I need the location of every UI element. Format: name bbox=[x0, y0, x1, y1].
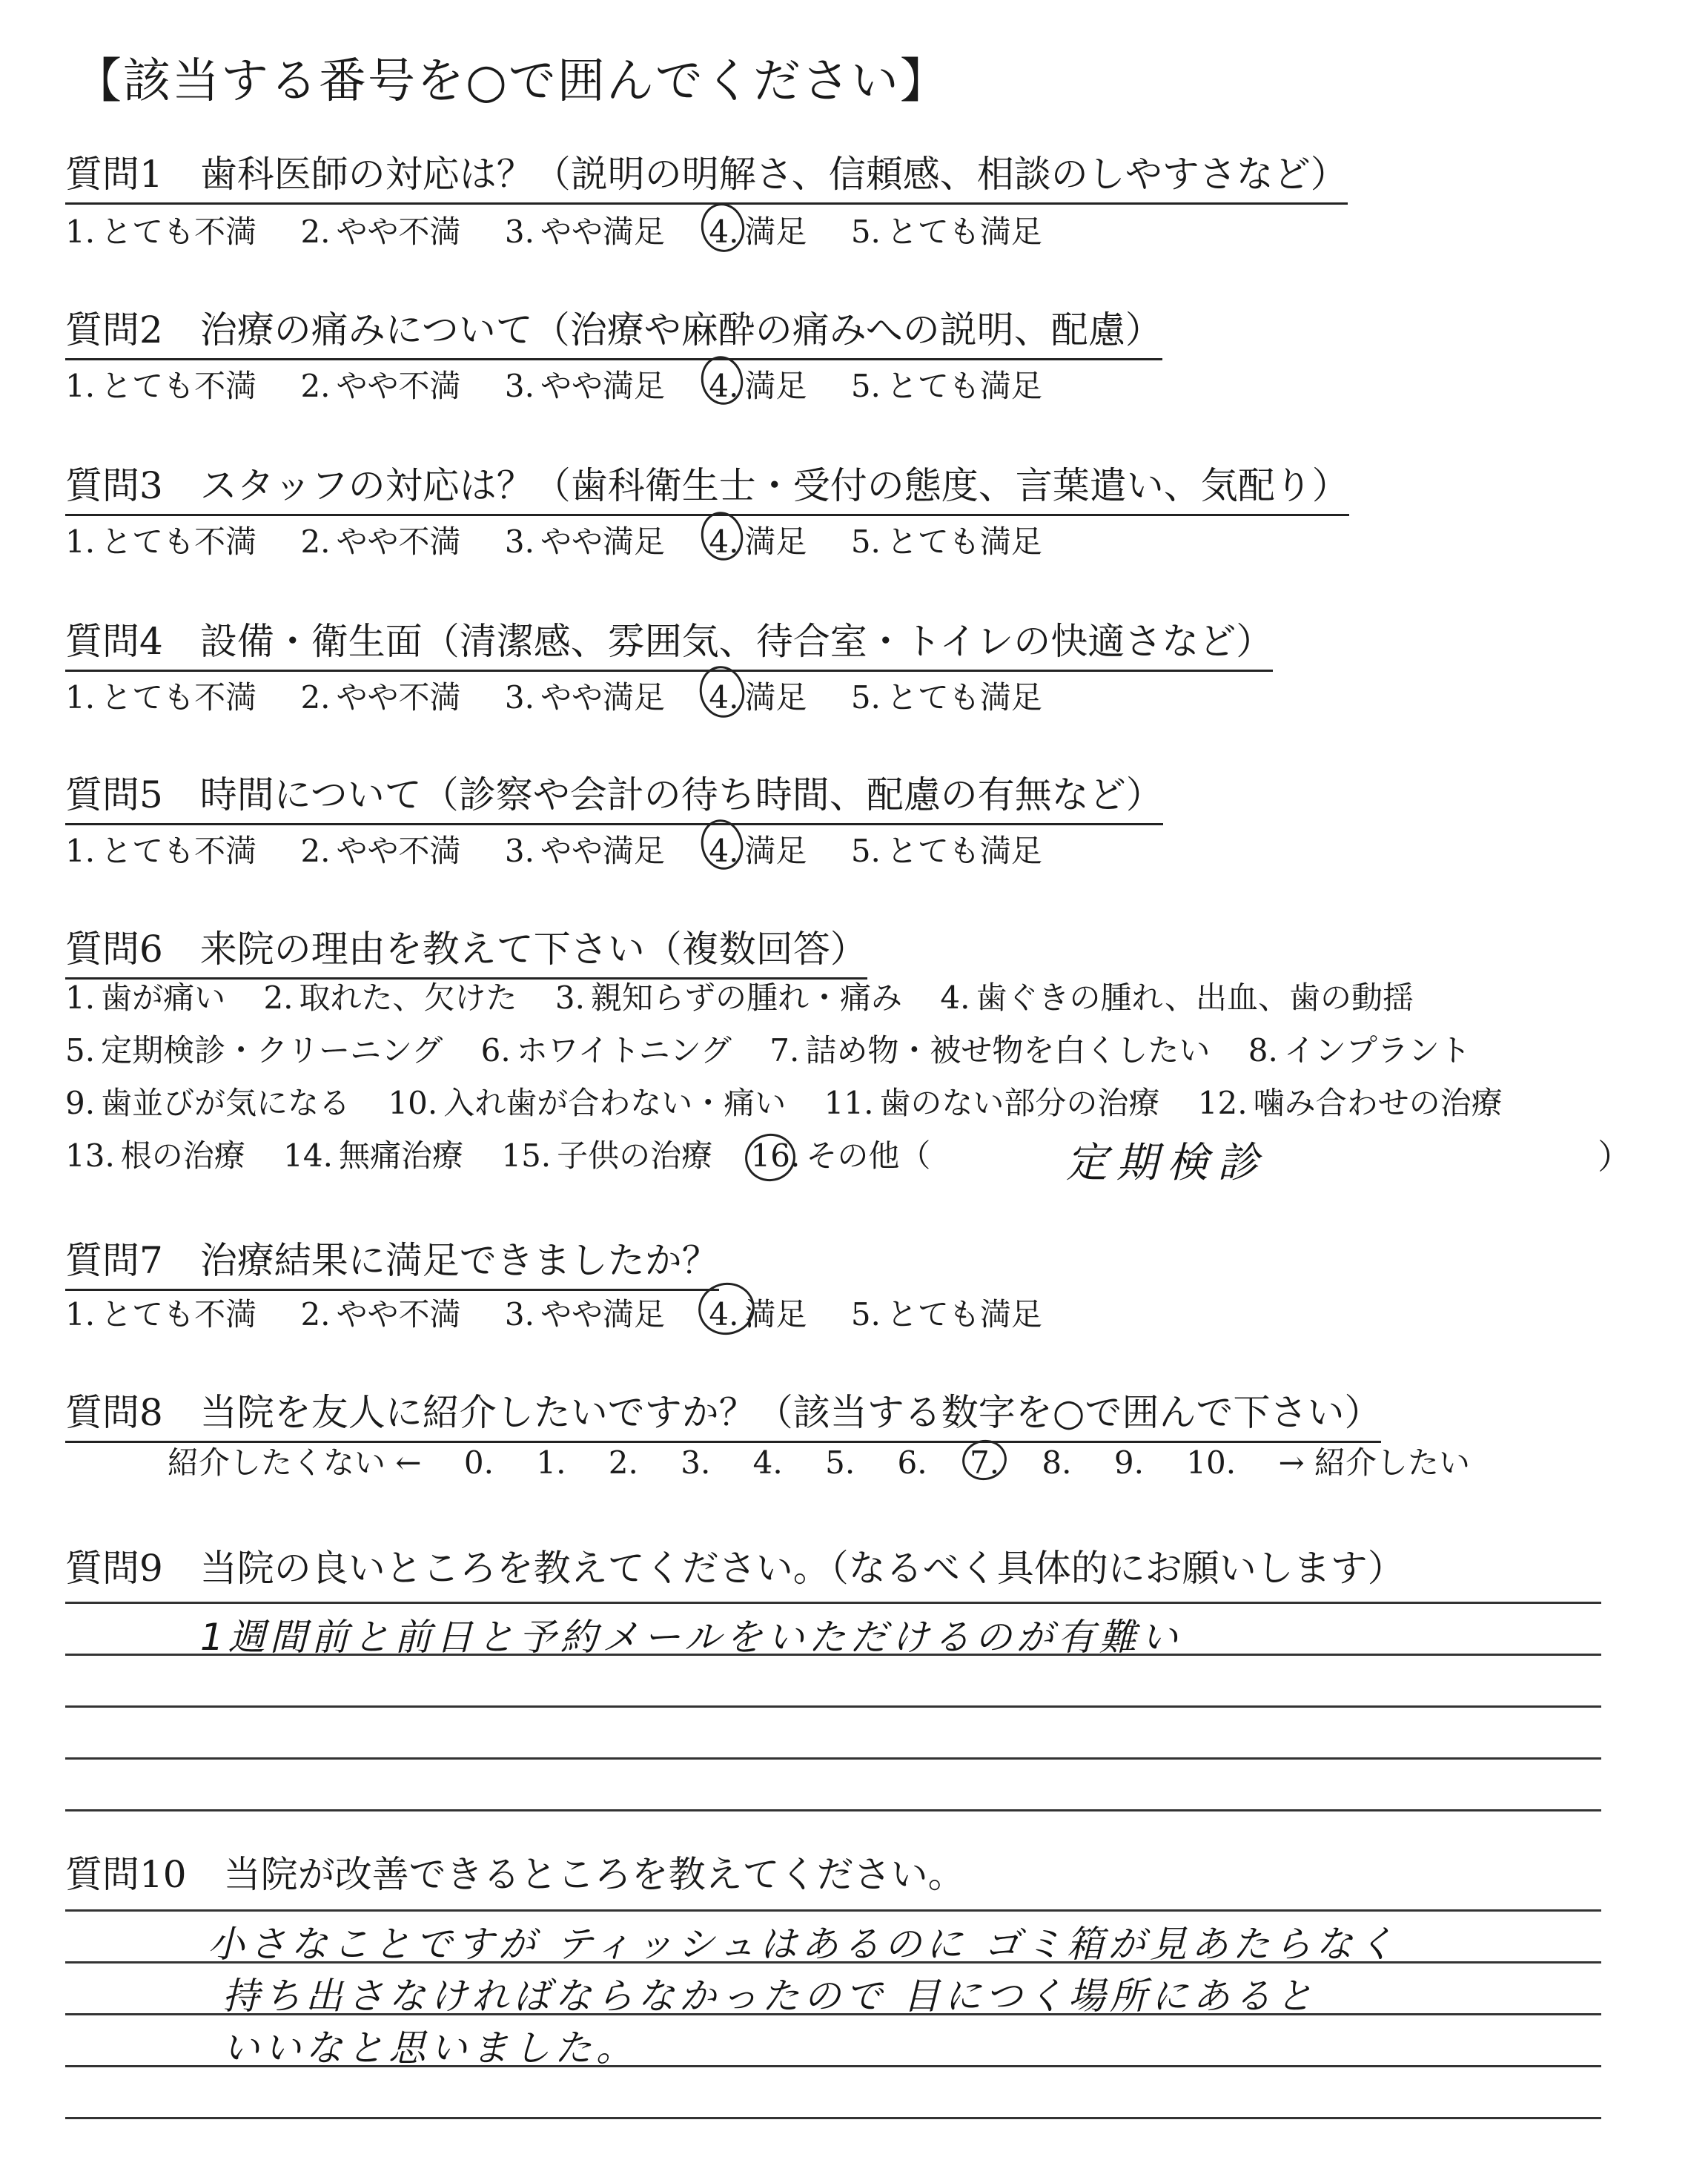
option-text: やや満足 bbox=[540, 679, 665, 716]
option-text: やや不満 bbox=[336, 524, 461, 560]
option-text: やや満足 bbox=[540, 214, 665, 250]
q3-option-1[interactable] bbox=[65, 518, 256, 562]
q3-option-4[interactable] bbox=[709, 518, 807, 562]
answer-line bbox=[65, 1654, 1601, 1656]
q3-option-2[interactable] bbox=[300, 518, 460, 562]
question-4-heading: 質問4 設備・衛生面（清潔感、雰囲気、待合室・トイレの快適さなど） bbox=[65, 612, 1273, 672]
option-text: とても満足 bbox=[886, 214, 1042, 250]
option-number: 1. bbox=[65, 980, 96, 1016]
q5-option-1[interactable] bbox=[65, 827, 256, 871]
option-number: 4. bbox=[709, 524, 739, 560]
option-number: 5. bbox=[850, 1296, 881, 1332]
other-reason-handwriting: 定期検診 bbox=[1066, 1139, 1268, 1187]
option-text: とても満足 bbox=[886, 524, 1042, 560]
q3-option-5[interactable] bbox=[851, 518, 1042, 562]
option-number: 1. bbox=[65, 1296, 96, 1332]
answer-line bbox=[65, 2013, 1601, 2015]
q5-option-3[interactable] bbox=[505, 827, 665, 871]
reason-option-9[interactable] bbox=[65, 1077, 350, 1129]
option-number: 4. bbox=[940, 980, 970, 1016]
option-number: 2. bbox=[263, 980, 294, 1016]
scale-option-2[interactable]: 2. bbox=[608, 1444, 638, 1481]
option-text: やや不満 bbox=[336, 833, 461, 869]
option-text: とても不満 bbox=[101, 1296, 257, 1332]
answer-line bbox=[65, 1961, 1601, 1964]
option-text: とても不満 bbox=[101, 368, 257, 404]
reason-option-5[interactable] bbox=[65, 1024, 443, 1077]
option-text: とても満足 bbox=[886, 833, 1042, 869]
option-text: とても不満 bbox=[101, 524, 257, 560]
question-5-heading: 質問5 時間について（診察や会計の待ち時間、配慮の有無など） bbox=[65, 765, 1163, 825]
reason-row bbox=[65, 1024, 1531, 1077]
option-text: ホワイトニング bbox=[516, 1032, 732, 1069]
reason-option-3[interactable] bbox=[555, 971, 902, 1024]
option-text: やや満足 bbox=[540, 524, 665, 560]
question-3-options bbox=[65, 518, 1076, 562]
q4-option-2[interactable] bbox=[300, 673, 460, 718]
reason-row bbox=[65, 1129, 1531, 1182]
option-text: 満足 bbox=[744, 833, 807, 869]
q7-option-2[interactable] bbox=[300, 1290, 460, 1335]
answer-line bbox=[65, 1602, 1601, 1604]
option-text: 満足 bbox=[744, 679, 807, 716]
option-number: 5. bbox=[850, 524, 881, 560]
option-number: 3. bbox=[504, 214, 534, 250]
reason-option-10[interactable] bbox=[388, 1077, 786, 1129]
option-text: やや満足 bbox=[540, 368, 665, 404]
option-text: 満足 bbox=[744, 214, 807, 250]
question-4-options bbox=[65, 673, 1076, 718]
question-10-answer-line-2[interactable]: 持ち出さなければならなかったので 目につく場所にあると bbox=[222, 1975, 1317, 2018]
question-10-answer-line-1[interactable]: 小さなことですが ティッシュはあるのに ゴミ箱が見あたらなく bbox=[208, 1923, 1399, 1966]
option-text: その他（ bbox=[806, 1137, 931, 1174]
question-7-heading: 質問7 治療結果に満足できましたか？ bbox=[65, 1231, 719, 1291]
option-number: 13. bbox=[65, 1137, 115, 1174]
option-text: 噛み合わせの治療 bbox=[1253, 1085, 1503, 1121]
option-text: 歯が痛い bbox=[101, 980, 226, 1016]
option-number: 1. bbox=[65, 214, 96, 250]
question-7-options bbox=[65, 1290, 1076, 1335]
question-1-options bbox=[65, 208, 1076, 252]
answer-line bbox=[65, 1757, 1601, 1760]
q7-option-1[interactable] bbox=[65, 1290, 256, 1335]
option-number: 1. bbox=[65, 368, 96, 404]
q2-option-3[interactable] bbox=[505, 362, 665, 406]
question-8-heading: 質問8 当院を友人に紹介したいですか？（該当する数字を○で囲んで下さい） bbox=[65, 1383, 1381, 1443]
page-title: 【該当する番号を○で囲んでください】 bbox=[74, 54, 949, 109]
reason-option-8[interactable] bbox=[1248, 1024, 1471, 1077]
option-number: 9. bbox=[65, 1085, 96, 1121]
question-10-answer-line-3[interactable]: いいなと思いました。 bbox=[222, 2027, 638, 2070]
reason-option-15[interactable] bbox=[501, 1129, 712, 1182]
q1-option-3[interactable] bbox=[505, 208, 665, 252]
option-text: 満足 bbox=[744, 368, 807, 404]
option-text: とても不満 bbox=[101, 679, 257, 716]
scale-option-6[interactable]: 6. bbox=[897, 1444, 927, 1481]
option-text: とても不満 bbox=[101, 833, 257, 869]
option-text: 子供の治療 bbox=[557, 1137, 713, 1174]
q5-option-4[interactable] bbox=[709, 827, 807, 871]
option-number: 7. bbox=[769, 1032, 800, 1069]
question-2-heading: 質問2 治療の痛みについて（治療や麻酔の痛みへの説明、配慮） bbox=[65, 300, 1162, 360]
option-text: とても満足 bbox=[886, 368, 1042, 404]
scale-option-7[interactable] bbox=[970, 1444, 999, 1481]
reason-option-6[interactable] bbox=[481, 1024, 732, 1077]
option-number: 2. bbox=[300, 833, 331, 869]
option-number: 3. bbox=[504, 368, 534, 404]
option-text: 取れた、欠けた bbox=[299, 980, 517, 1016]
option-number: 12. bbox=[1197, 1085, 1248, 1121]
option-text: やや不満 bbox=[336, 214, 461, 250]
question-3-heading: 質問3 スタッフの対応は？（歯科衛生士・受付の態度、言葉遣い、気配り） bbox=[65, 456, 1349, 516]
q1-option-4[interactable] bbox=[709, 208, 807, 252]
option-number: 1. bbox=[65, 679, 96, 716]
option-number: 3. bbox=[504, 833, 534, 869]
option-number: 14. bbox=[283, 1137, 333, 1174]
option-text: とても満足 bbox=[886, 679, 1042, 716]
q7-option-3[interactable] bbox=[505, 1290, 665, 1335]
option-number: 5. bbox=[65, 1032, 96, 1069]
option-text: 満足 bbox=[744, 524, 807, 560]
option-number: 15. bbox=[501, 1137, 552, 1174]
option-number: 5. bbox=[850, 214, 881, 250]
scale-option-9[interactable]: 9. bbox=[1113, 1444, 1144, 1481]
scale-left-label: 紹介したくない ← bbox=[168, 1444, 422, 1481]
question-1-heading: 質問1 歯科医師の対応は？（説明の明解さ、信頼感、相談のしやすさなど） bbox=[65, 145, 1348, 205]
option-text: やや不満 bbox=[336, 1296, 461, 1332]
question-5-options bbox=[65, 827, 1076, 871]
reason-option-14[interactable] bbox=[283, 1129, 463, 1182]
q2-option-1[interactable] bbox=[65, 362, 256, 406]
answer-line bbox=[65, 2117, 1601, 2119]
option-text: やや不満 bbox=[336, 368, 461, 404]
reason-option-1[interactable] bbox=[65, 971, 225, 1024]
option-text: とても不満 bbox=[101, 214, 257, 250]
option-number: 3. bbox=[555, 980, 585, 1016]
answer-line bbox=[65, 1809, 1601, 1811]
scale-option-3[interactable]: 3. bbox=[681, 1444, 711, 1481]
question-9-answer[interactable]: 1週間前と前日と予約メールをいただけるのが有難い bbox=[200, 1616, 1182, 1659]
option-text: とても満足 bbox=[886, 1296, 1042, 1332]
option-text: 親知らずの腫れ・痛み bbox=[590, 980, 902, 1016]
scale-option-5[interactable]: 5. bbox=[825, 1444, 855, 1481]
reason-option-2[interactable] bbox=[263, 971, 517, 1024]
q1-option-2[interactable] bbox=[300, 208, 460, 252]
option-number: 5. bbox=[850, 833, 881, 869]
option-number: 5. bbox=[850, 679, 881, 716]
option-number: 2. bbox=[300, 1296, 331, 1332]
q4-option-3[interactable] bbox=[505, 673, 665, 718]
reason-row bbox=[65, 1077, 1531, 1129]
option-number: 1. bbox=[65, 524, 96, 560]
recommend-scale bbox=[168, 1439, 1503, 1483]
option-number: 4. bbox=[709, 679, 739, 716]
q2-option-5[interactable] bbox=[851, 362, 1042, 406]
q4-option-5[interactable] bbox=[851, 673, 1042, 718]
question-10-heading: 質問10 当院が改善できるところを教えてください。 bbox=[65, 1853, 965, 1896]
answer-line bbox=[65, 2065, 1601, 2067]
option-number: 2. bbox=[300, 214, 331, 250]
option-number: 3. bbox=[504, 524, 534, 560]
option-text: やや満足 bbox=[540, 833, 665, 869]
reason-option-13[interactable] bbox=[65, 1129, 245, 1182]
scale-option-1[interactable]: 1. bbox=[536, 1444, 566, 1481]
option-number: 4. bbox=[709, 214, 739, 250]
option-number: 1. bbox=[65, 833, 96, 869]
reason-row bbox=[65, 971, 1531, 1024]
option-text: 歯ぐきの腫れ、出血、歯の動揺 bbox=[976, 980, 1414, 1016]
option-number: 3. bbox=[504, 679, 534, 716]
option-number: 2. bbox=[300, 368, 331, 404]
option-number: 4. bbox=[709, 1296, 739, 1332]
option-text: 満足 bbox=[744, 1296, 807, 1332]
reason-option-4[interactable] bbox=[940, 971, 1414, 1024]
answer-line bbox=[65, 1705, 1601, 1708]
question-6-reasons bbox=[65, 971, 1531, 1182]
option-number: 11. bbox=[824, 1085, 874, 1121]
scale-option-4[interactable]: 4. bbox=[752, 1444, 783, 1481]
scale-option-text: 7. bbox=[969, 1444, 1000, 1481]
q5-option-2[interactable] bbox=[300, 827, 460, 871]
scale-option-0[interactable]: 0. bbox=[463, 1444, 494, 1481]
option-text: 定期検診・クリーニング bbox=[101, 1032, 443, 1069]
question-2-options bbox=[65, 362, 1076, 406]
option-text: やや不満 bbox=[336, 679, 461, 716]
option-number: 16. bbox=[750, 1137, 801, 1174]
reason-option-12[interactable] bbox=[1198, 1077, 1503, 1129]
reason-option-7[interactable] bbox=[769, 1024, 1210, 1077]
q3-option-3[interactable] bbox=[505, 518, 665, 562]
scale-right-label: → 紹介したい bbox=[1278, 1444, 1470, 1481]
option-text: 無痛治療 bbox=[338, 1137, 463, 1174]
question-6-heading: 質問6 来院の理由を教えて下さい（複数回答） bbox=[65, 919, 867, 980]
q2-option-2[interactable] bbox=[300, 362, 460, 406]
reason-option-16[interactable] bbox=[751, 1129, 931, 1182]
option-number: 10. bbox=[388, 1085, 438, 1121]
option-number: 6. bbox=[480, 1032, 511, 1069]
option-text: 根の治療 bbox=[120, 1137, 245, 1174]
option-number: 2. bbox=[300, 679, 331, 716]
reason-option-11[interactable] bbox=[824, 1077, 1160, 1129]
scale-option-8[interactable]: 8. bbox=[1042, 1444, 1072, 1481]
q7-option-5[interactable] bbox=[851, 1290, 1042, 1335]
option-text: 入れ歯が合わない・痛い bbox=[443, 1085, 787, 1121]
option-number: 4. bbox=[709, 368, 739, 404]
option-number: 2. bbox=[300, 524, 331, 560]
option-text: 詰め物・被せ物を白くしたい bbox=[805, 1032, 1211, 1069]
option-text: 歯のない部分の治療 bbox=[879, 1085, 1160, 1121]
option-text: インプラント bbox=[1283, 1032, 1471, 1069]
question-9-heading: 質問9 当院の良いところを教えてください。（なるべく具体的にお願いします） bbox=[65, 1547, 1405, 1590]
answer-line bbox=[65, 1909, 1601, 1912]
q1-option-5[interactable] bbox=[851, 208, 1042, 252]
q5-option-5[interactable] bbox=[851, 827, 1042, 871]
other-paren-close: ） bbox=[1598, 1137, 1632, 1177]
q4-option-4[interactable] bbox=[709, 673, 807, 718]
scale-option-10[interactable]: 10. bbox=[1186, 1444, 1237, 1481]
option-number: 4. bbox=[709, 833, 739, 869]
option-text: やや満足 bbox=[540, 1296, 665, 1332]
q4-option-1[interactable] bbox=[65, 673, 256, 718]
q1-option-1[interactable] bbox=[65, 208, 256, 252]
option-number: 3. bbox=[504, 1296, 534, 1332]
option-text: 歯並びが気になる bbox=[101, 1085, 351, 1121]
q2-option-4[interactable] bbox=[709, 362, 807, 406]
q7-option-4[interactable] bbox=[709, 1290, 807, 1335]
option-number: 8. bbox=[1248, 1032, 1278, 1069]
option-number: 5. bbox=[850, 368, 881, 404]
